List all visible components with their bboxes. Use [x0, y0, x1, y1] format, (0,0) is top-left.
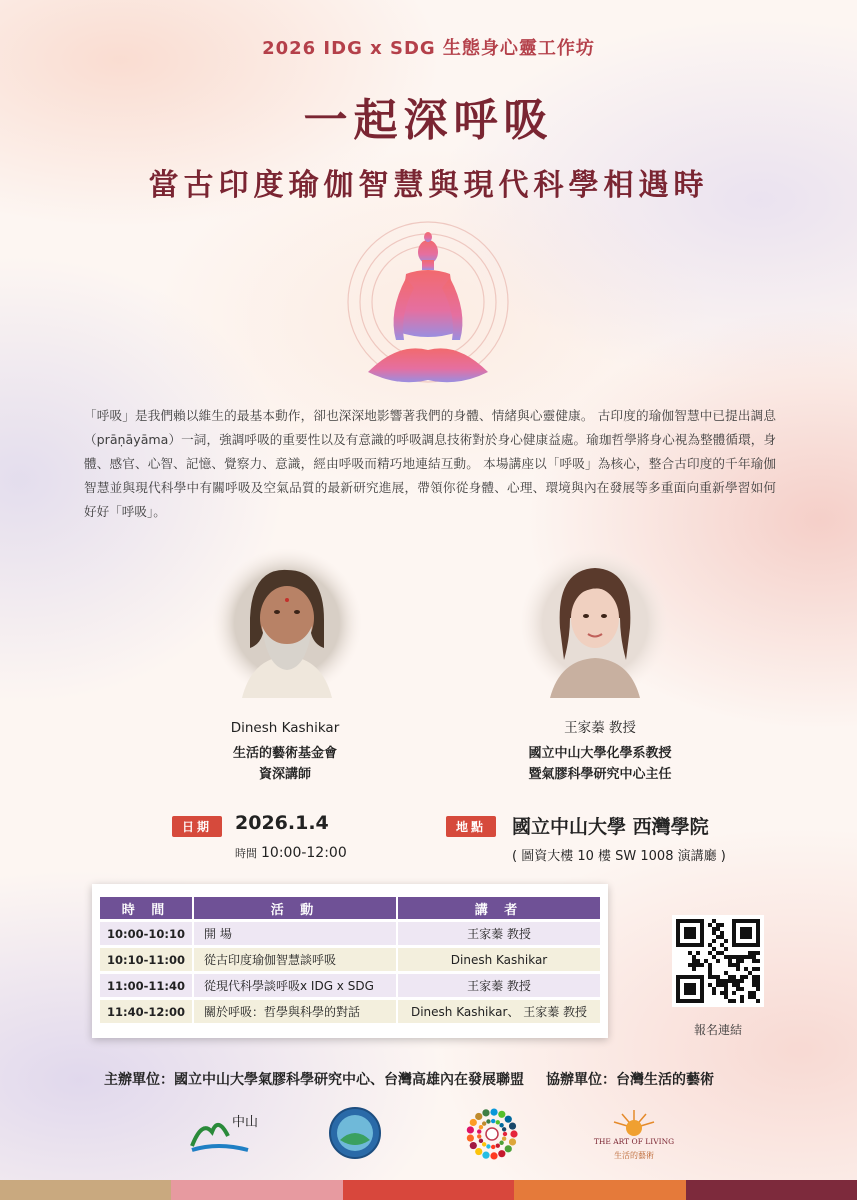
registration-link-label[interactable]: 報名連結	[693, 1023, 742, 1037]
row-time: 10:10-11:00	[100, 948, 192, 971]
speaker-name: 王家蓁 教授	[564, 720, 636, 736]
header-speaker: 講 者	[398, 897, 600, 919]
event-time	[235, 845, 347, 861]
row-activity: 從古印度瑜伽智慧談呼吸	[194, 948, 396, 971]
row-time: 10:00-10:10	[100, 922, 192, 945]
co-organizers: 協辦單位：台灣生活的藝術	[546, 1072, 714, 1088]
row-speaker: 王家蓁 教授	[398, 922, 600, 945]
aerosol-center-logo	[328, 1106, 382, 1160]
color-bar	[514, 1180, 685, 1200]
art-of-living-cn-text: 生活的藝術	[614, 1151, 654, 1160]
color-bar	[0, 1180, 171, 1200]
page-subtitle: 當古印度瑜伽智慧與現代科學相遇時	[148, 168, 709, 203]
table-row	[100, 1000, 600, 1023]
meditation-figure-icon	[328, 222, 528, 402]
speaker-card-dinesh	[150, 718, 420, 785]
workshop-label: 2026 IDG x SDG 生態身心靈工作坊	[262, 38, 595, 59]
event-date: 2026.1.4	[235, 812, 329, 834]
row-activity: 關於呼吸：哲學與科學的對話	[194, 1000, 396, 1023]
table-row	[100, 948, 600, 971]
art-of-living-logo	[594, 1106, 674, 1162]
schedule-table	[92, 884, 608, 1038]
bottom-color-bars	[0, 1180, 857, 1200]
row-time: 11:40-12:00	[100, 1000, 192, 1023]
location-tag: 地點	[446, 816, 496, 837]
table-row	[100, 974, 600, 997]
row-speaker: Dinesh Kashikar、 王家蓁 教授	[398, 1000, 600, 1023]
row-activity: 開 場	[194, 922, 396, 945]
speaker-photo-wang	[520, 548, 670, 698]
nsysu-logo	[188, 1106, 259, 1156]
header-time: 時 間	[100, 897, 192, 919]
speaker-photo-dinesh	[212, 548, 362, 698]
speaker-org: 生活的藝術基金會	[232, 746, 337, 761]
host-organizers: 主辦單位：國立中山大學氣膠科學研究中心、台灣高雄內在發展聯盟	[104, 1072, 524, 1088]
registration-qr-code[interactable]	[672, 915, 764, 1007]
row-speaker: 王家蓁 教授	[398, 974, 600, 997]
time-value: 10:00-12:00	[261, 845, 347, 861]
art-of-living-text: THE ART OF LIVING	[593, 1137, 675, 1146]
color-bar	[343, 1180, 514, 1200]
color-bar	[171, 1180, 342, 1200]
speaker-org: 國立中山大學化學系教授	[528, 746, 672, 761]
speaker-card-wang	[455, 718, 745, 785]
nsysu-logo-text: 中山	[232, 1115, 259, 1130]
header-activity: 活 動	[194, 897, 396, 919]
sponsors-line	[104, 1069, 804, 1089]
row-activity: 從現代科學談呼吸x IDG x SDG	[194, 974, 396, 997]
table-row	[100, 922, 600, 945]
row-time: 11:00-11:40	[100, 974, 192, 997]
sdg-wheel-logo	[464, 1106, 520, 1162]
event-location-detail: ( 圖資大樓 10 樓 SW 1008 演講廳 )	[512, 849, 726, 864]
intro-paragraph: 「呼吸」是我們賴以維生的最基本動作，卻也深深地影響著我們的身體、情緒與心靈健康。 古印度的瑜伽智慧中已提出調息（prāṇāyāma）一詞，強調呼吸的重要性以及有意識的呼吸調息技術對於身心健康益處。瑜珈哲學將身心視為整體循環，身體、感官、心智、記憶、覺察力、意識，經由呼吸而精巧地連結互動。 本場講座以「呼吸」為核心，整合古印度的千年瑜伽智慧並與現代科學中有關呼吸及空氣品質的最新研究進展，帶領你從身體、心理、環境與內在發展等多重面向重新學習如何好好「呼吸」。	[84, 408, 776, 519]
date-tag: 日期	[172, 816, 222, 837]
row-speaker: Dinesh Kashikar	[398, 948, 600, 971]
page-title: 一起深呼吸	[303, 95, 554, 146]
event-location: 國立中山大學 西灣學院	[512, 816, 709, 838]
time-label: 時間	[235, 847, 257, 860]
speaker-role: 暨氣膠科學研究中心主任	[528, 767, 672, 782]
color-bar	[686, 1180, 857, 1200]
speaker-name: Dinesh Kashikar	[230, 720, 340, 736]
speaker-role: 資深講師	[258, 767, 311, 782]
